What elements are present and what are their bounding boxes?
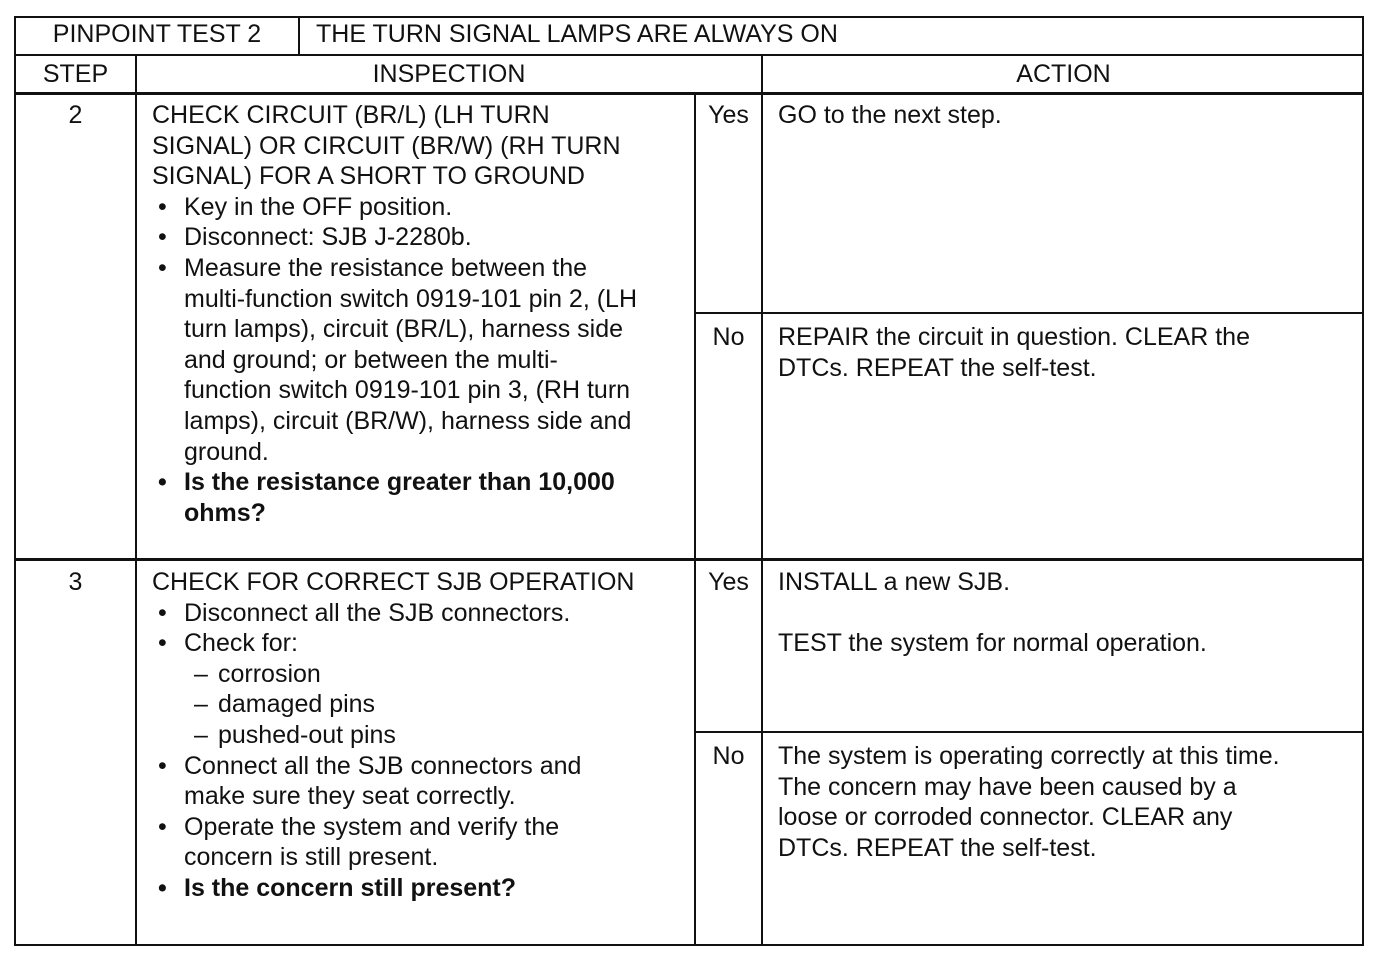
yes-no-column-divider (694, 93, 696, 946)
check-item: – corrosion (184, 659, 692, 690)
action-column-divider (761, 55, 763, 946)
no-label: No (712, 742, 745, 770)
inspection-steps (152, 192, 692, 529)
step-column-divider (135, 55, 137, 946)
step-number: 2 (68, 101, 83, 129)
no-label: No (712, 323, 745, 351)
check-item: – pushed-out pins (184, 720, 692, 751)
inspection-step: • Disconnect all the SJB connectors. (152, 598, 692, 629)
column-header-inspection: INSPECTION (372, 60, 526, 88)
header-divider (14, 54, 1364, 56)
inspection-steps (152, 598, 692, 904)
columns-divider (14, 92, 1364, 95)
column-header-action: ACTION (1016, 60, 1111, 88)
yes-label: Yes (708, 568, 749, 596)
step3-yes-no-divider (695, 731, 1364, 733)
inspection-question: • Is the concern still present? (152, 873, 692, 904)
no-action: REPAIR the circuit in question. CLEAR the DTCs. REPEAT the self-test. (778, 323, 1250, 382)
yes-action: INSTALL a new SJB. TEST the system for normal operation. (778, 568, 1207, 658)
header-label-divider (298, 16, 300, 55)
row-divider (14, 558, 1364, 561)
inspection-step: • Check for: – corrosion – damaged pins – pushed-out pins (152, 628, 692, 750)
check-item: – damaged pins (184, 689, 692, 720)
inspection-step: • Operate the system and verify the concern is still present. (152, 812, 692, 873)
inspection-cell (152, 567, 692, 904)
inspection-step: • Key in the OFF position. (152, 192, 692, 223)
inspection-step: • Connect all the SJB connectors and make sure they seat correctly. (152, 751, 692, 812)
column-header-step: STEP (42, 60, 109, 88)
inspection-heading: CHECK FOR CORRECT SJB OPERATION (152, 568, 635, 596)
inspection-cell (152, 100, 692, 528)
check-list (184, 659, 692, 751)
inspection-question: • Is the resistance greater than 10,000 ohms? (152, 467, 692, 528)
yes-action: GO to the next step. (778, 101, 1002, 129)
no-action: The system is operating correctly at this time. The concern may have been caused by a loose or corroded connector. CLEAR any DTCs. REPEAT the self-test. (778, 742, 1280, 862)
test-number: PINPOINT TEST 2 (52, 20, 262, 48)
yes-label: Yes (708, 101, 749, 129)
test-title: THE TURN SIGNAL LAMPS ARE ALWAYS ON (316, 20, 838, 48)
inspection-step: • Disconnect: SJB J-2280b. (152, 222, 692, 253)
step2-yes-no-divider (695, 312, 1364, 314)
step-number: 3 (68, 568, 83, 596)
inspection-heading: CHECK CIRCUIT (BR/L) (LH TURN SIGNAL) OR CIRCUIT (BR/W) (RH TURN SIGNAL) FOR A SHORT TO GROUND (152, 101, 621, 191)
inspection-step: • Measure the resistance between the multi-function switch 0919-101 pin 2, (LH turn lamps), circuit (BR/L), harness side and ground; or between the multi- function switch 0919-101 pin 3, (RH turn lamps), circuit (BR/W), harness side and ground. (152, 253, 692, 467)
